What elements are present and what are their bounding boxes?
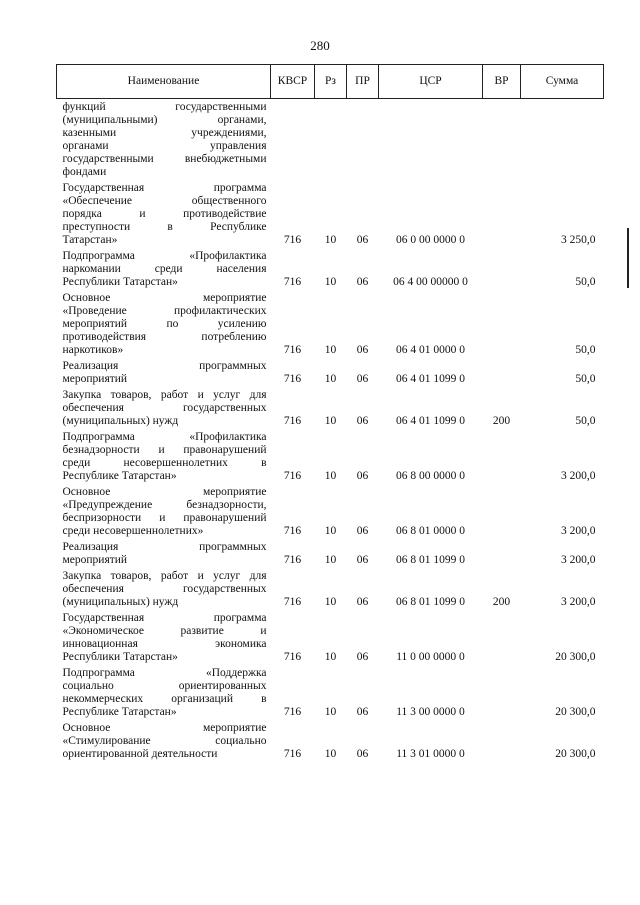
cell-kvsr: 716 [283, 234, 302, 246]
row-name [57, 249, 271, 291]
row-name-line: Основное мероприятие [62, 292, 267, 304]
header-name: Наименование [57, 65, 271, 99]
row-name-line: инновационная экономика [62, 638, 267, 650]
row-name-line: Государственная программа [62, 612, 267, 624]
table-row [57, 430, 604, 485]
cell-sum: 3 200,0 [561, 525, 596, 537]
row-name-line: противодействия потреблению [62, 331, 267, 343]
table-row [57, 291, 604, 359]
row-name-line: Республике Татарстан» [62, 706, 177, 718]
cell-vr [483, 485, 521, 540]
cell-kvsr: 716 [283, 748, 302, 760]
cell-csr: 06 4 00 00000 0 [393, 276, 468, 288]
table-row [57, 666, 604, 721]
row-name-line: обеспечения государственных [62, 583, 267, 595]
cell-rz: 10 [324, 276, 337, 288]
budget-table [56, 64, 604, 763]
row-name-line: функций государственными [62, 101, 267, 113]
cell-rz: 10 [324, 525, 337, 537]
cell-sum [521, 99, 604, 182]
cell-kvsr: 716 [283, 276, 302, 288]
row-name-line: Государственная программа [62, 182, 267, 194]
table-row [57, 99, 604, 182]
row-name-line: казенными учреждениями, [62, 127, 267, 139]
cell-csr: 11 0 00 0000 0 [396, 651, 465, 663]
cell-pr: 06 [356, 706, 369, 718]
row-name-line: государственными внебюджетными [62, 153, 267, 165]
row-name [57, 99, 271, 182]
cell-kvsr: 716 [283, 554, 302, 566]
cell-vr [483, 611, 521, 666]
row-name-line: Основное мероприятие [62, 486, 267, 498]
cell-vr [483, 359, 521, 388]
cell-kvsr: 716 [283, 525, 302, 537]
row-name [57, 388, 271, 430]
row-name [57, 485, 271, 540]
row-name [57, 666, 271, 721]
row-name-line: преступности в Республике [62, 221, 267, 233]
row-name-line: наркотиков» [62, 344, 124, 356]
cell-kvsr: 716 [283, 373, 302, 385]
row-name [57, 569, 271, 611]
cell-rz [315, 99, 347, 182]
table-row [57, 388, 604, 430]
cell-rz: 10 [324, 706, 337, 718]
table-row [57, 181, 604, 249]
cell-sum: 3 200,0 [561, 596, 596, 608]
cell-pr: 06 [356, 344, 369, 356]
cell-pr: 06 [356, 525, 369, 537]
cell-rz: 10 [324, 470, 337, 482]
page-number: 280 [310, 38, 330, 53]
row-name-line: Закупка товаров, работ и услуг для [62, 570, 267, 582]
cell-sum: 20 300,0 [555, 748, 596, 760]
row-name-line: фондами [62, 166, 107, 178]
row-name-line: беспризорности и правонарушений [62, 512, 267, 524]
cell-pr: 06 [356, 596, 369, 608]
cell-rz: 10 [324, 373, 337, 385]
row-name-line: Закупка товаров, работ и услуг для [62, 389, 267, 401]
cell-rz: 10 [324, 234, 337, 246]
row-name-line: социально ориентированных [62, 680, 267, 692]
row-name-line: Республики Татарстан» [62, 276, 178, 288]
row-name-line: Республики Татарстан» [62, 651, 178, 663]
cell-csr: 11 3 01 0000 0 [396, 748, 465, 760]
row-name-line: Подпрограмма «Поддержка [62, 667, 267, 679]
cell-pr: 06 [356, 276, 369, 288]
margin-rule [627, 228, 629, 288]
row-name-line: «Стимулирование социально [62, 735, 267, 747]
row-name [57, 721, 271, 763]
cell-pr: 06 [356, 415, 369, 427]
cell-vr [483, 249, 521, 291]
row-name-line: «Проведение профилактических [62, 305, 267, 317]
table-row [57, 721, 604, 763]
row-name-line: «Предупреждение безнадзорности, [62, 499, 267, 511]
row-name-line: мероприятий [62, 554, 128, 566]
cell-kvsr: 716 [283, 596, 302, 608]
row-name [57, 430, 271, 485]
cell-vr [483, 666, 521, 721]
cell-vr [483, 181, 521, 249]
row-name [57, 181, 271, 249]
table-row [57, 569, 604, 611]
row-name-line: Подпрограмма «Профилактика [62, 250, 267, 262]
cell-kvsr: 716 [283, 706, 302, 718]
cell-sum: 3 200,0 [561, 554, 596, 566]
cell-pr: 06 [356, 651, 369, 663]
row-name-line: порядка и противодействие [62, 208, 267, 220]
cell-kvsr: 716 [283, 344, 302, 356]
cell-csr [379, 99, 483, 182]
row-name-line: Реализация программных [62, 360, 267, 372]
cell-csr: 06 4 01 1099 0 [396, 373, 465, 385]
row-name-line: мероприятий [62, 373, 128, 385]
cell-vr [483, 721, 521, 763]
cell-sum: 3 200,0 [561, 470, 596, 482]
cell-vr: 200 [492, 415, 511, 427]
table-row [57, 540, 604, 569]
cell-sum: 50,0 [575, 276, 596, 288]
row-name-line: Республике Татарстан» [62, 470, 177, 482]
cell-vr [483, 430, 521, 485]
cell-sum: 50,0 [575, 415, 596, 427]
table-row [57, 611, 604, 666]
row-name-line: ориентированной деятельности [62, 748, 218, 760]
cell-csr: 06 4 01 0000 0 [396, 344, 465, 356]
row-name-line: наркомании среди населения [62, 263, 267, 275]
cell-sum: 50,0 [575, 373, 596, 385]
cell-rz: 10 [324, 651, 337, 663]
cell-pr: 06 [356, 748, 369, 760]
row-name-line: органами управления [62, 140, 267, 152]
cell-csr: 06 8 01 1099 0 [396, 596, 465, 608]
row-name [57, 611, 271, 666]
cell-rz: 10 [324, 344, 337, 356]
row-name-line: Реализация программных [62, 541, 267, 553]
cell-rz: 10 [324, 415, 337, 427]
row-name-line: Подпрограмма «Профилактика [62, 431, 267, 443]
cell-csr: 06 8 00 0000 0 [396, 470, 465, 482]
header-sum: Сумма [521, 65, 604, 99]
cell-sum: 20 300,0 [555, 651, 596, 663]
table-row [57, 249, 604, 291]
cell-vr: 200 [492, 596, 511, 608]
cell-sum: 3 250,0 [561, 234, 596, 246]
row-name-line: (муниципальных) нужд [62, 596, 179, 608]
cell-pr: 06 [356, 470, 369, 482]
row-name-line: (муниципальных) нужд [62, 415, 179, 427]
header-pr: ПР [347, 65, 379, 99]
header-csr: ЦСР [379, 65, 483, 99]
row-name [57, 291, 271, 359]
header-kvsr: КВСР [271, 65, 315, 99]
cell-vr [483, 540, 521, 569]
cell-rz: 10 [324, 748, 337, 760]
cell-sum: 50,0 [575, 344, 596, 356]
cell-pr: 06 [356, 554, 369, 566]
cell-vr [483, 99, 521, 182]
row-name-line: «Экономическое развитие и [62, 625, 267, 637]
table-header-row [57, 65, 604, 99]
cell-csr: 11 3 00 0000 0 [396, 706, 465, 718]
row-name-line: некоммерческих организаций в [62, 693, 267, 705]
cell-pr: 06 [356, 373, 369, 385]
cell-sum: 20 300,0 [555, 706, 596, 718]
row-name-line: безнадзорности и правонарушений [62, 444, 267, 456]
cell-rz: 10 [324, 596, 337, 608]
cell-kvsr: 716 [283, 415, 302, 427]
cell-kvsr [271, 99, 315, 182]
header-rz: Рз [315, 65, 347, 99]
cell-csr: 06 0 00 0000 0 [396, 234, 465, 246]
row-name-line: Татарстан» [62, 234, 118, 246]
row-name-line: «Обеспечение общественного [62, 195, 267, 207]
table-row [57, 485, 604, 540]
header-vr: ВР [483, 65, 521, 99]
cell-csr: 06 4 01 1099 0 [396, 415, 465, 427]
cell-csr: 06 8 01 1099 0 [396, 554, 465, 566]
cell-vr [483, 291, 521, 359]
row-name-line: среди несовершеннолетних» [62, 525, 204, 537]
cell-pr [347, 99, 379, 182]
row-name-line: обеспечения государственных [62, 402, 267, 414]
cell-kvsr: 716 [283, 651, 302, 663]
cell-csr: 06 8 01 0000 0 [396, 525, 465, 537]
cell-pr: 06 [356, 234, 369, 246]
row-name-line: мероприятий по усилению [62, 318, 267, 330]
row-name-line: Основное мероприятие [62, 722, 267, 734]
cell-rz: 10 [324, 554, 337, 566]
row-name-line: среди несовершеннолетних в [62, 457, 267, 469]
cell-kvsr: 716 [283, 470, 302, 482]
table-row [57, 359, 604, 388]
row-name-line: (муниципальными) органами, [62, 114, 267, 126]
row-name [57, 359, 271, 388]
row-name [57, 540, 271, 569]
